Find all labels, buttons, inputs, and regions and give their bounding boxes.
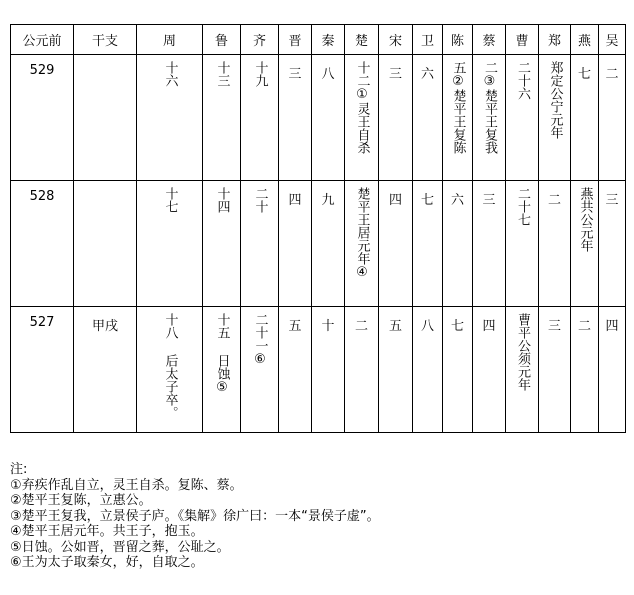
state-cell	[137, 181, 203, 307]
state-cell	[506, 181, 539, 307]
state-cell	[345, 55, 379, 181]
cell-text: 四	[482, 319, 496, 334]
header-cell: 蔡	[473, 25, 506, 55]
ganzhi-value: 甲戌	[91, 319, 118, 334]
state-cell	[241, 181, 279, 307]
notes-title: 注:	[10, 462, 28, 477]
state-cell	[137, 307, 203, 433]
cell-text: 二十六	[515, 61, 530, 100]
cell-text: 四	[605, 319, 619, 334]
state-cell	[241, 55, 279, 181]
cell-text: 二十七	[515, 187, 530, 226]
header-cell: 郑	[539, 25, 571, 55]
state-cell	[203, 181, 241, 307]
header-cell: 干支	[74, 25, 137, 55]
cell-text: 四	[288, 193, 302, 208]
state-cell	[599, 307, 626, 433]
header-cell: 鲁	[203, 25, 241, 55]
cell-text: 二十一⑥	[252, 313, 268, 367]
state-cell	[473, 55, 506, 181]
cell-text: 六	[450, 193, 464, 208]
state-cell	[599, 181, 626, 307]
cell-text: 二	[354, 319, 368, 334]
year-cell	[11, 307, 74, 433]
state-cell	[345, 181, 379, 307]
note-item: ③楚平王复我，立景侯子庐。《集解》徐广曰：一本“景侯子虚”。	[10, 508, 380, 524]
cell-text: 七	[577, 67, 591, 82]
header-cell: 宋	[379, 25, 413, 55]
state-cell	[379, 181, 413, 307]
state-cell	[279, 181, 312, 307]
cell-text: 二	[577, 319, 591, 334]
header-cell: 周	[137, 25, 203, 55]
state-cell	[312, 307, 345, 433]
state-cell	[443, 181, 473, 307]
cell-text: 郑定公宁元年	[547, 61, 563, 139]
year-value: 529	[29, 63, 55, 78]
year-cell	[11, 55, 74, 181]
cell-text: 三	[605, 193, 619, 208]
cell-text: 二③楚平王复我	[482, 61, 497, 154]
ganzhi-value	[74, 55, 136, 63]
ganzhi-cell	[74, 55, 137, 181]
note-item: ⑤日蚀。公如晋，晋留之葬，公耻之。	[10, 539, 230, 555]
notes-section	[10, 462, 380, 571]
state-cell	[506, 55, 539, 181]
year-value: 528	[29, 189, 55, 204]
chronology-table	[10, 24, 626, 433]
state-cell	[379, 55, 413, 181]
note-item: ②楚平王复陈，立惠公。	[10, 493, 152, 508]
ganzhi-cell	[74, 181, 137, 307]
state-cell	[539, 181, 571, 307]
year-value: 527	[29, 315, 55, 330]
state-cell	[312, 181, 345, 307]
header-cell: 吴	[599, 25, 626, 55]
cell-text: 十四	[214, 187, 230, 213]
cell-text: 三	[482, 193, 496, 208]
header-cell: 秦	[312, 25, 345, 55]
cell-text: 十九	[252, 61, 268, 87]
cell-text: 十	[321, 319, 335, 334]
cell-text: 十三	[214, 61, 230, 87]
table-row	[11, 55, 626, 181]
cell-text: 五	[388, 319, 402, 334]
cell-text: 楚平王居元年④	[354, 187, 370, 280]
state-cell	[279, 307, 312, 433]
cell-text: 燕共公元年	[577, 187, 593, 252]
table-row	[11, 181, 626, 307]
state-cell	[379, 307, 413, 433]
state-cell	[413, 307, 443, 433]
state-cell	[279, 55, 312, 181]
cell-text: 六	[420, 67, 434, 82]
state-cell	[571, 55, 599, 181]
cell-text: 曹平公须元年	[515, 313, 530, 391]
cell-text: 三	[288, 67, 302, 82]
cell-text: 十二①灵王自杀	[354, 61, 370, 154]
year-cell	[11, 181, 74, 307]
header-cell: 公元前	[11, 25, 74, 55]
cell-text: 九	[321, 193, 335, 208]
state-cell	[241, 307, 279, 433]
state-cell	[539, 307, 571, 433]
state-cell	[413, 55, 443, 181]
cell-text: 七	[450, 319, 464, 334]
cell-text: 二	[547, 193, 561, 208]
state-cell	[506, 307, 539, 433]
state-cell	[599, 55, 626, 181]
cell-text: 十五 日蚀⑤	[214, 313, 230, 395]
header-cell: 卫	[413, 25, 443, 55]
state-cell	[443, 307, 473, 433]
table-row	[11, 307, 626, 433]
note-item: ⑥王为太子取秦女，好，自取之。	[10, 555, 204, 570]
cell-text: 十七	[162, 187, 178, 213]
header-cell: 晋	[279, 25, 312, 55]
state-cell	[203, 307, 241, 433]
cell-text: 三	[547, 319, 561, 334]
cell-text: 三	[388, 67, 402, 82]
ganzhi-value	[74, 181, 136, 189]
state-cell	[137, 55, 203, 181]
state-cell	[473, 181, 506, 307]
header-row	[11, 25, 626, 55]
cell-text: 七	[420, 193, 434, 208]
note-item: ①弃疾作乱自立，灵王自杀。复陈、蔡。	[10, 477, 243, 493]
state-cell	[571, 307, 599, 433]
state-cell	[443, 55, 473, 181]
note-item: ④楚平王居元年。共王子，抱玉。	[10, 524, 204, 539]
cell-text: 八	[420, 319, 434, 334]
header-cell: 曹	[506, 25, 539, 55]
header-cell: 陈	[443, 25, 473, 55]
state-cell	[539, 55, 571, 181]
cell-text: 十六	[162, 61, 178, 87]
cell-text: 四	[388, 193, 402, 208]
header-cell: 楚	[345, 25, 379, 55]
state-cell	[571, 181, 599, 307]
cell-text: 十八 后太子卒。	[162, 313, 178, 419]
state-cell	[203, 55, 241, 181]
cell-text: 五	[288, 319, 302, 334]
header-cell: 燕	[571, 25, 599, 55]
state-cell	[345, 307, 379, 433]
cell-text: 二	[605, 67, 619, 82]
state-cell	[413, 181, 443, 307]
cell-text: 二十	[252, 187, 268, 213]
cell-text: 五②楚平王复陈	[450, 61, 466, 154]
ganzhi-cell	[74, 307, 137, 433]
cell-text: 八	[321, 67, 335, 82]
state-cell	[312, 55, 345, 181]
header-cell: 齐	[241, 25, 279, 55]
state-cell	[473, 307, 506, 433]
